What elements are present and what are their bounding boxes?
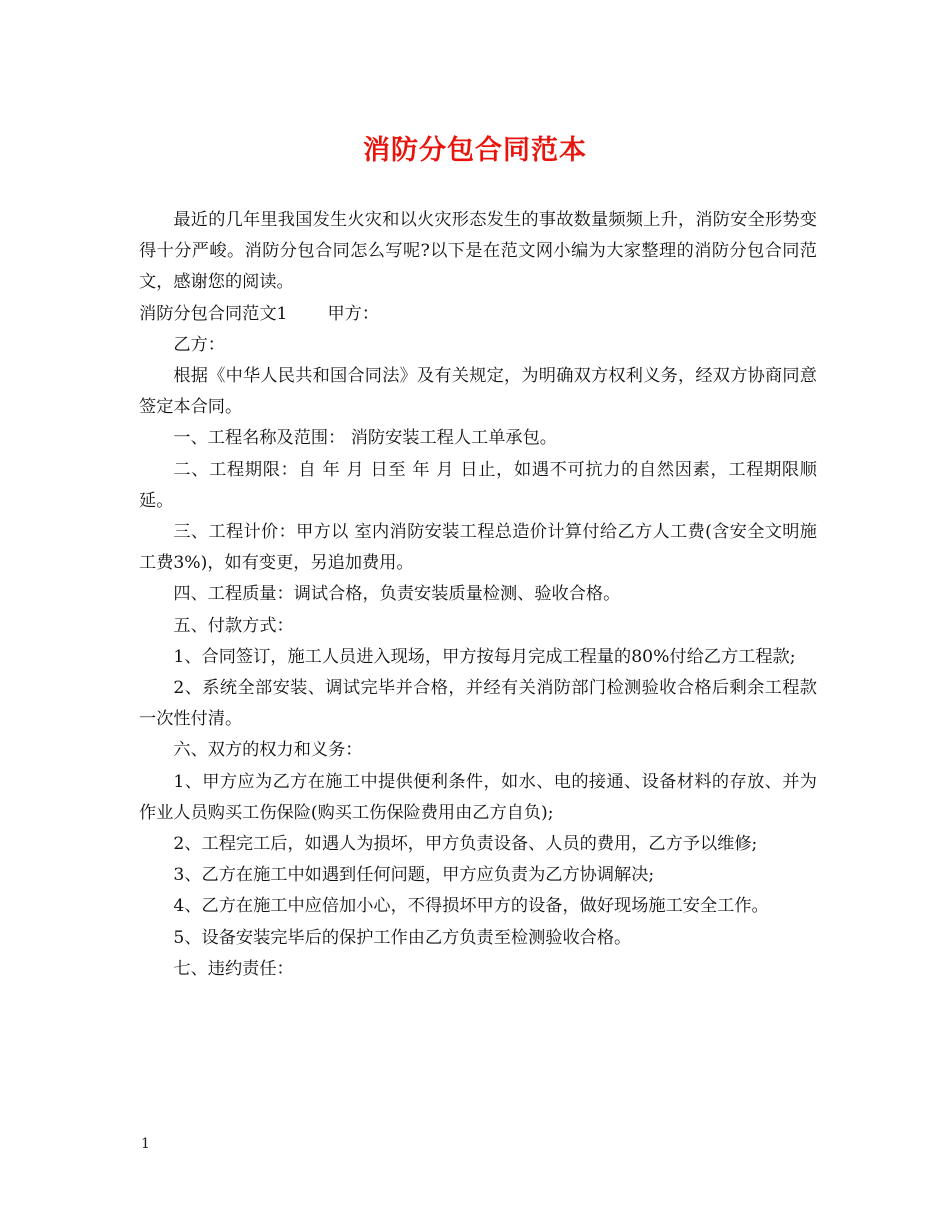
section-5-item-1: 1、合同签订，施工人员进入现场，甲方按每月完成工程量的80%付给乙方工程款; [173, 646, 796, 667]
section-6-item-5: 5、设备安装完毕后的保护工作由乙方负责至检测验收合格。 [173, 927, 632, 948]
document-body [139, 205, 817, 985]
intro-paragraph: 最近的几年里我国发生火灾和以火灾形态发生的事故数量频频上升，消防安全形势变得十分严峻。消防分包合同怎么写呢?以下是在范文网小编为大家整理的消防分包合同范文，感谢您的阅读。 [139, 210, 817, 293]
section-5-item-2: 2、系统全部安装、调试完毕并合格，并经有关消防部门检测验收合格后剩余工程款一次性付清。 [139, 678, 817, 730]
section-6-rights-obligations: 六、双方的权力和义务： [173, 740, 363, 761]
page-number: 1 [141, 1136, 150, 1152]
party-b-label: 乙方： [173, 334, 225, 355]
section-6-item-3: 3、乙方在施工中如遇到任何问题，甲方应负责为乙方协调解决; [173, 865, 655, 886]
section-7-breach-liability: 七、违约责任： [173, 958, 294, 979]
sample-heading-line [139, 299, 817, 330]
section-1-project-name: 一、工程名称及范围： 消防安装工程人工单承包。 [173, 428, 557, 449]
section-5-payment-method: 五、付款方式： [173, 615, 294, 636]
section-3-project-pricing: 三、工程计价：甲方以 室内消防安装工程总造价计算付给乙方人工费(含安全文明施工费3%)，如有变更，另追加费用。 [139, 522, 817, 574]
party-a-label: 甲方： [327, 303, 380, 324]
document-title: 消防分包合同范本 [363, 135, 587, 166]
section-6-item-4: 4、乙方在施工中应倍加小心，不得损坏甲方的设备，做好现场施工安全工作。 [173, 896, 769, 917]
section-4-project-quality: 四、工程质量：调试合格，负责安装质量检测、验收合格。 [173, 584, 621, 605]
section-6-item-2: 2、工程完工后，如遇人为损坏，甲方负责设备、人员的费用，乙方予以维修; [173, 834, 758, 855]
preamble-paragraph: 根据《中华人民共和国合同法》及有关规定，为明确双方权利义务，经双方协商同意签定本合同。 [139, 366, 817, 418]
sample-heading: 消防分包合同范文1 [139, 303, 288, 324]
section-2-project-duration: 二、工程期限：自 年 月 日至 年 月 日止，如遇不可抗力的自然因素，工程期限顺延。 [139, 459, 817, 511]
section-6-item-1: 1、甲方应为乙方在施工中提供便利条件，如水、电的接通、设备材料的存放、并为作业人员购买工伤保险(购买工伤保险费用由乙方自负); [139, 771, 817, 823]
